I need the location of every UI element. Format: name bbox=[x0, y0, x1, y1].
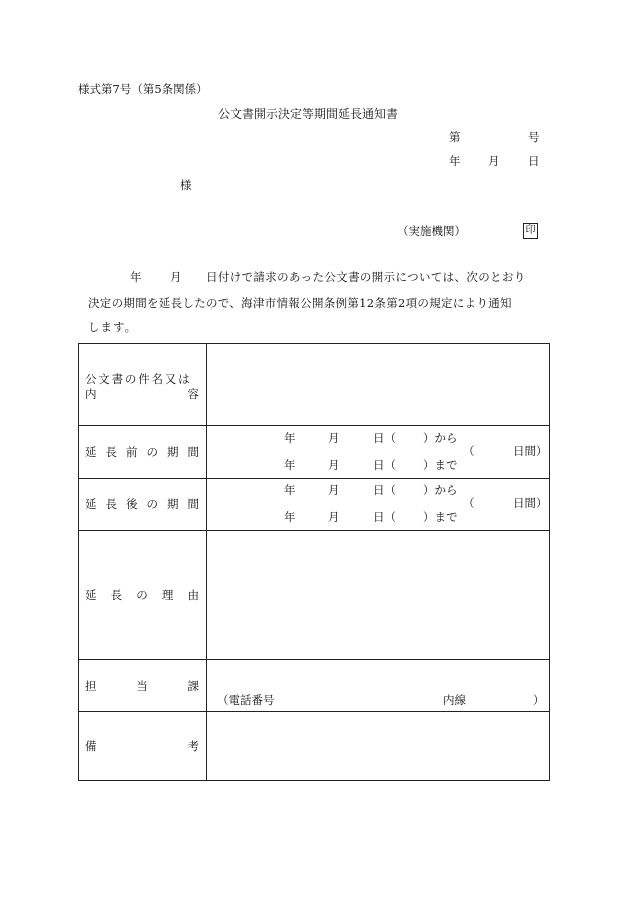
agency-label: （実施機関） bbox=[397, 224, 466, 238]
label-period-before bbox=[79, 426, 207, 479]
label-char: 長 bbox=[105, 445, 117, 459]
label-remarks bbox=[79, 712, 207, 781]
label-char: 容 bbox=[187, 387, 199, 401]
body-line-2: 決定の期間を延長したので、海津市情報公開条例第12条第2項の規定により通知 bbox=[88, 296, 512, 310]
to-day: 日（ bbox=[373, 510, 396, 524]
label-department bbox=[79, 660, 207, 712]
form-number-label: 様式第7号（第5条関係） bbox=[78, 82, 208, 96]
phone-label: （電話番号 bbox=[217, 693, 275, 707]
to-year: 年 bbox=[284, 458, 296, 472]
from-day: 日（ bbox=[373, 431, 396, 445]
row-department bbox=[79, 660, 550, 712]
value-department[interactable] bbox=[207, 660, 550, 712]
label-char: 課 bbox=[187, 679, 199, 693]
to-made: ）まで bbox=[423, 510, 458, 524]
label-period-after bbox=[79, 479, 207, 531]
value-period-before[interactable] bbox=[207, 426, 550, 479]
label-char: 延 bbox=[85, 588, 97, 602]
label-period-after-text bbox=[85, 499, 199, 511]
label-char: 間 bbox=[187, 497, 199, 511]
date-month: 月 bbox=[488, 154, 500, 168]
from-kara: ）から bbox=[423, 431, 458, 445]
value-period-after[interactable] bbox=[207, 479, 550, 531]
days-open: （ bbox=[463, 444, 475, 458]
to-year: 年 bbox=[284, 510, 296, 524]
label-char: 担 bbox=[85, 679, 97, 693]
label-char: 長 bbox=[110, 588, 123, 602]
date-day: 日 bbox=[528, 154, 540, 168]
label-char: 延 bbox=[85, 445, 97, 459]
value-reason[interactable] bbox=[207, 531, 550, 660]
to-made: ）まで bbox=[423, 458, 458, 472]
label-char: の bbox=[146, 497, 158, 511]
label-char: 間 bbox=[187, 445, 199, 459]
from-year: 年 bbox=[284, 431, 296, 445]
from-month: 月 bbox=[328, 431, 340, 445]
from-year: 年 bbox=[284, 483, 296, 497]
label-char: 期 bbox=[167, 445, 179, 459]
label-char: 長 bbox=[105, 497, 117, 511]
label-char: 由 bbox=[187, 588, 199, 602]
value-remarks[interactable] bbox=[207, 712, 550, 781]
from-day: 日（ bbox=[373, 483, 396, 497]
to-month: 月 bbox=[328, 458, 340, 472]
label-remarks-text bbox=[85, 741, 199, 753]
label-char: 前 bbox=[126, 445, 138, 459]
doc-number-dai: 第 bbox=[449, 130, 461, 144]
extension-form-table bbox=[78, 343, 550, 781]
label-reason bbox=[79, 531, 207, 660]
label-document-name bbox=[79, 344, 207, 426]
days-close: 日間） bbox=[513, 444, 548, 458]
to-month: 月 bbox=[328, 510, 340, 524]
row-document-name bbox=[79, 344, 550, 426]
doc-number-go: 号 bbox=[528, 130, 540, 144]
extension-label: 内線 bbox=[443, 693, 466, 707]
document-title: 公文書開示決定等期間延長通知書 bbox=[218, 107, 399, 121]
label-period-before-text bbox=[85, 447, 199, 459]
contact-close-paren: ） bbox=[533, 693, 545, 707]
label-char: 後 bbox=[126, 497, 138, 511]
label-char: 延 bbox=[85, 497, 97, 511]
seal-mark: 印 bbox=[523, 223, 538, 239]
label-char: 内 bbox=[85, 387, 97, 401]
row-period-after bbox=[79, 479, 550, 531]
label-char: 期 bbox=[167, 497, 179, 511]
days-close: 日間） bbox=[513, 496, 548, 510]
to-day: 日（ bbox=[373, 458, 396, 472]
row-remarks bbox=[79, 712, 550, 781]
label-document-name-bottom bbox=[85, 389, 199, 401]
label-char: 理 bbox=[161, 588, 174, 602]
from-kara: ）から bbox=[423, 483, 458, 497]
addressee-sama: 様 bbox=[180, 178, 192, 192]
value-document-name[interactable] bbox=[207, 344, 550, 426]
row-period-before bbox=[79, 426, 550, 479]
label-char: 当 bbox=[136, 679, 148, 693]
from-month: 月 bbox=[328, 483, 340, 497]
label-char: の bbox=[136, 588, 148, 602]
label-char: の bbox=[146, 445, 158, 459]
label-department-text bbox=[85, 681, 199, 693]
label-char: 備 bbox=[85, 739, 97, 753]
body-line-1: 日付けで請求のあった公文書の開示については、次のとおり bbox=[206, 270, 526, 284]
label-char: 考 bbox=[187, 739, 199, 753]
label-document-name-top: 公文書の件名又は bbox=[85, 372, 192, 386]
row-reason bbox=[79, 531, 550, 660]
date-year: 年 bbox=[449, 154, 461, 168]
body-year: 年 bbox=[130, 270, 142, 284]
body-month: 月 bbox=[170, 270, 182, 284]
label-reason-text bbox=[85, 590, 199, 602]
days-open: （ bbox=[463, 496, 475, 510]
body-line-3: します。 bbox=[88, 320, 138, 334]
